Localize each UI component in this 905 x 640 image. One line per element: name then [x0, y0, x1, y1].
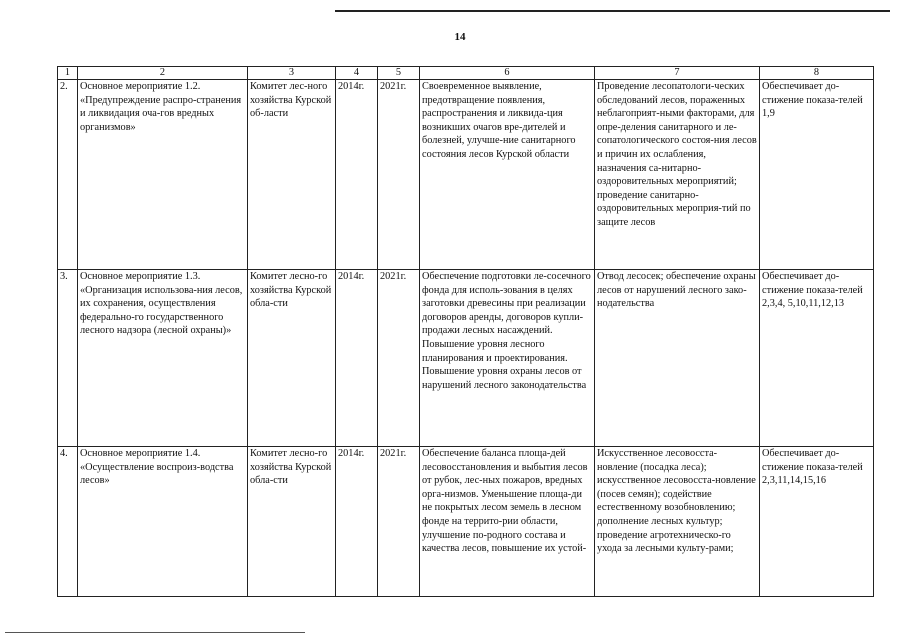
executor-cell: Комитет лес-ного хозяйства Курской об-ласти — [248, 80, 336, 270]
result-cell: Обеспечение баланса площа-дей лесовосстановления и выбытия лесов от рубок, лес-ных пожаров, вредных орга-низмов. Уменьшение площа-ди не покрытых лесом земель в лесном фонде на террито-рии области, улучшение по-родного состава и качества лесов, повышение их устой- — [420, 447, 595, 597]
start-year-cell: 2014г. — [336, 447, 378, 597]
indicators-cell: Обеспечивает до-стижение показа-телей 1,9 — [760, 80, 874, 270]
event-cell: Основное мероприятие 1.4. «Осуществление воспроиз-водства лесов» — [78, 447, 248, 597]
activities-cell: Проведение лесопатологи-ческих обследований лесов, пораженных неблагоприят-ными факторами, для опре-деления санитарного и ле-сопатологического состоя-ния лесов и причин их ослабления, назначения са-нитарно-оздоровительных мероприятий; проведение санитарно-оздоровительных мероприя-тий по защите лесов — [595, 80, 760, 270]
col-header-3: 3 — [248, 67, 336, 80]
start-year-cell: 2014г. — [336, 80, 378, 270]
event-cell: Основное мероприятие 1.3. «Организация использова-ния лесов, их сохранения, осуществления федерально-го государственного лесного надзора (лесной охраны)» — [78, 270, 248, 447]
top-rule — [335, 10, 890, 12]
result-cell: Своевременное выявление, предотвращение появления, распространения и ликвида-ция возникших очагов вре-дителей и болезней, улучше-ние санитарного состояния лесов Курской области — [420, 80, 595, 270]
row-number: 2. — [58, 80, 78, 270]
end-year-cell: 2021г. — [378, 447, 420, 597]
executor-cell: Комитет лесно-го хозяйства Курской обла-сти — [248, 270, 336, 447]
table-row — [58, 80, 874, 270]
header-row — [58, 67, 874, 80]
col-header-2: 2 — [78, 67, 248, 80]
result-cell: Обеспечение подготовки ле-сосечного фонда для исполь-зования в целях заготовки древесины при реализации договоров аренды, договоров купли-продажи лесных насаждений. Повышение уровня лесного планирования и проектирования. Повышение уровня охраны лесов от нарушений лесного законодательства — [420, 270, 595, 447]
row-number: 4. — [58, 447, 78, 597]
col-header-5: 5 — [378, 67, 420, 80]
col-header-1: 1 — [58, 67, 78, 80]
col-header-4: 4 — [336, 67, 378, 80]
table-row — [58, 270, 874, 447]
row-number: 3. — [58, 270, 78, 447]
table-row — [58, 447, 874, 597]
bottom-rule — [5, 632, 305, 633]
col-header-6: 6 — [420, 67, 595, 80]
indicators-cell: Обеспечивает до-стижение показа-телей 2,3,4, 5,10,11,12,13 — [760, 270, 874, 447]
event-cell: Основное мероприятие 1.2. «Предупреждение распро-странения и ликвидация оча-гов вредных организмов» — [78, 80, 248, 270]
executor-cell: Комитет лесно-го хозяйства Курской обла-сти — [248, 447, 336, 597]
program-table — [57, 66, 874, 597]
start-year-cell: 2014г. — [336, 270, 378, 447]
end-year-cell: 2021г. — [378, 80, 420, 270]
end-year-cell: 2021г. — [378, 270, 420, 447]
activities-cell: Отвод лесосек; обеспечение охраны лесов от нарушений лесного зако-нодательства — [595, 270, 760, 447]
col-header-7: 7 — [595, 67, 760, 80]
activities-cell: Искусственное лесовосста-новление (посадка леса); искусственное лесовосста-новление (посев семян); содействие естественному возобновлению; дополнение лесных культур; проведение агротехническо-го ухода за лесными культу-рами; — [595, 447, 760, 597]
indicators-cell: Обеспечивает до-стижение показа-телей 2,3,11,14,15,16 — [760, 447, 874, 597]
page-number: 14 — [454, 31, 466, 43]
col-header-8: 8 — [760, 67, 874, 80]
